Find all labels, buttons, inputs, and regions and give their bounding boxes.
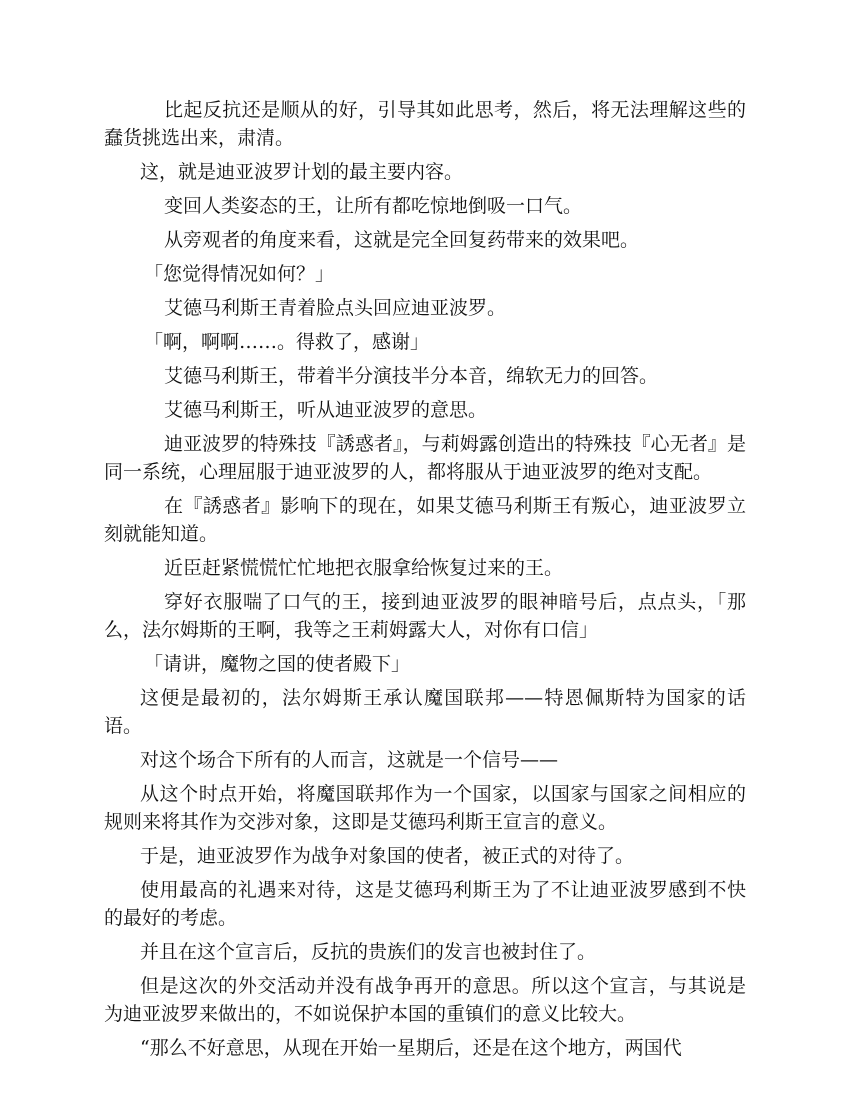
dialogue-line: 「您觉得情况如何？」	[144, 263, 335, 285]
paragraph: 这便是最初的，法尔姆斯王承认魔国联邦——特恩佩斯特为国家的话语。	[104, 687, 746, 737]
paragraph: 变回人类姿态的王，让所有都吃惊地倒吸一口气。	[164, 195, 583, 217]
paragraph: 穿好衣服喘了口气的王，接到迪亚波罗的眼神暗号后，点点头，「那么，法尔姆斯的王啊，我等之王莉姆露大人，对你有口信」	[104, 591, 746, 641]
paragraph: 对这个场合下所有的人而言，这就是一个信号——	[140, 749, 559, 771]
dialogue-line: 「啊，啊啊……。得救了，感谢」	[144, 331, 430, 353]
paragraph: 于是，迪亚波罗作为战争对象国的使者，被正式的对待了。	[140, 845, 635, 867]
paragraph: 艾德马利斯王，带着半分演技半分本音，绵软无力的回答。	[164, 365, 659, 387]
paragraph: 但是这次的外交活动并没有战争再开的意思。所以这个宣言，与其说是为迪亚波罗来做出的，不如说保护本国的重镇们的意义比较大。	[104, 975, 746, 1025]
paragraph: 近臣赶紧慌慌忙忙地把衣服拿给恢复过来的王。	[164, 557, 564, 579]
paragraph: 迪亚波罗的特殊技『誘惑者』，与莉姆露创造出的特殊技『心无者』是同一系统，心理屈服于迪亚波罗的人，都将服从于迪亚波罗的绝对支配。	[104, 433, 746, 483]
paragraph: 从旁观者的角度来看，这就是完全回复药带来的效果吧。	[164, 229, 640, 251]
paragraph: 从这个时点开始，将魔国联邦作为一个国家，以国家与国家之间相应的规则来将其作为交涉对象，这即是艾德玛利斯王宣言的意义。	[104, 783, 746, 833]
paragraph: 这，就是迪亚波罗计划的最主要内容。	[140, 161, 464, 183]
paragraph: 并且在这个宣言后，反抗的贵族们的发言也被封住了。	[140, 941, 597, 963]
paragraph: 艾德马利斯王，听从迪亚波罗的意思。	[164, 399, 488, 421]
paragraph: 比起反抗还是顺从的好，引导其如此思考，然后，将无法理解这些的蠢货挑选出来，肃清。	[104, 99, 746, 149]
paragraph: 艾德马利斯王青着脸点头回应迪亚波罗。	[164, 297, 507, 319]
document-body	[104, 96, 746, 1068]
dialogue-line: 「请讲，魔物之国的使者殿下」	[144, 653, 411, 675]
paragraph: 在『誘惑者』影响下的现在，如果艾德马利斯王有叛心，迪亚波罗立刻就能知道。	[104, 495, 746, 545]
paragraph: 使用最高的礼遇来对待，这是艾德玛利斯王为了不让迪亚波罗感到不快的最好的考虑。	[104, 879, 746, 929]
paragraph: “那么不好意思，从现在开始一星期后，还是在这个地方，两国代	[140, 1037, 682, 1059]
